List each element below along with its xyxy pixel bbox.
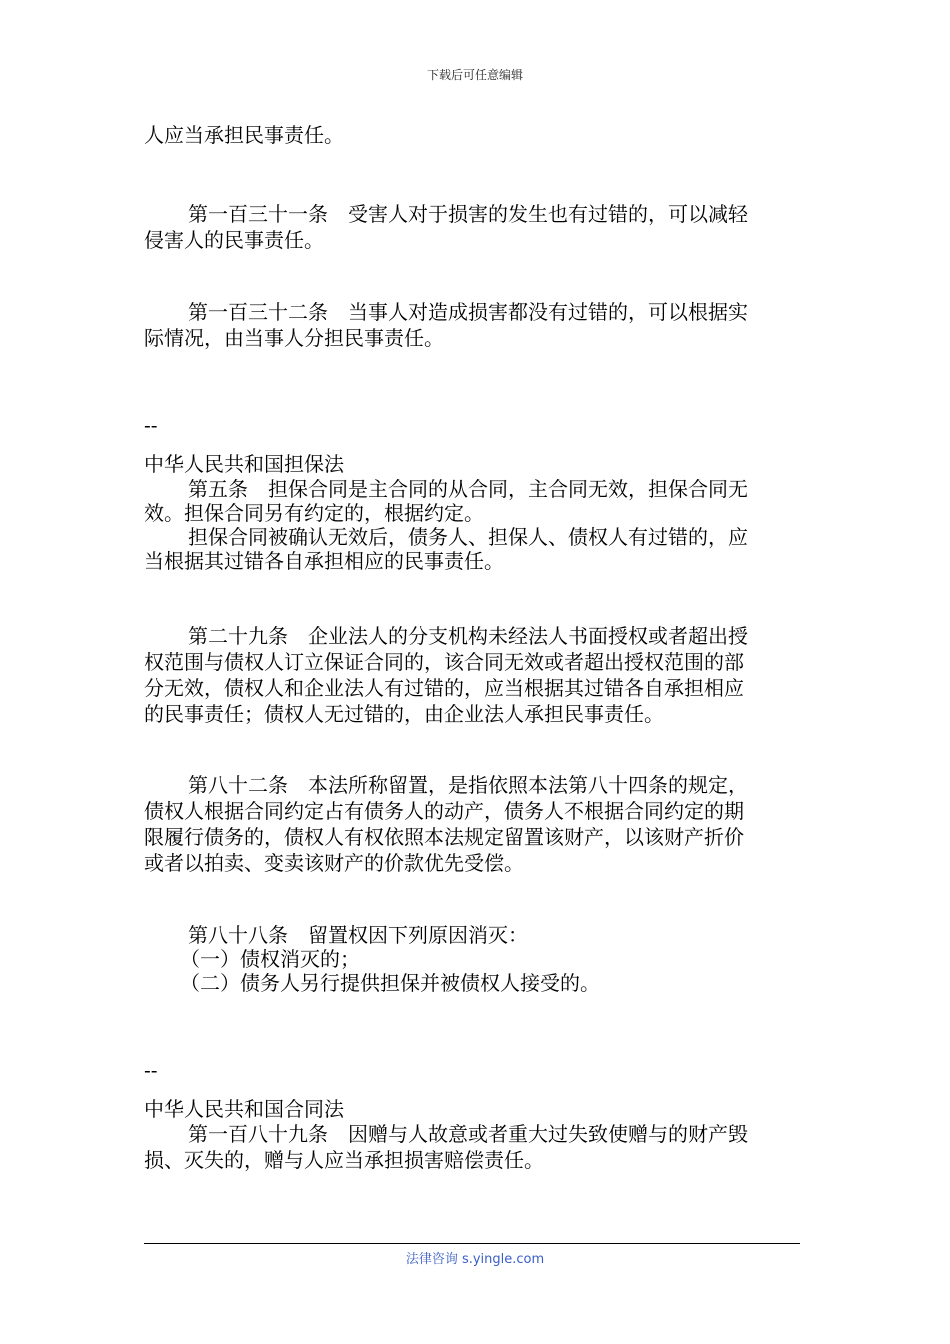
text-line: 际情况，由当事人分担民事责任。 (144, 326, 444, 350)
text-line: 担保合同被确认无效后，债务人、担保人、债权人有过错的，应 (188, 525, 748, 549)
text-line: 债权人根据合同约定占有债务人的动产，债务人不根据合同约定的期 (144, 799, 744, 823)
text-line: 或者以拍卖、变卖该财产的价款优先受偿。 (144, 851, 524, 875)
text-line: 限履行债务的，债权人有权依照本法规定留置该财产，以该财产折价 (144, 825, 744, 849)
separator-text: -- (144, 413, 158, 437)
footer-divider (144, 1243, 800, 1244)
text-line: 第一百三十二条 当事人对造成损害都没有过错的，可以根据实 (188, 300, 748, 324)
law-title: 中华人民共和国合同法 (144, 1097, 344, 1121)
text-line: 第一百三十一条 受害人对于损害的发生也有过错的，可以减轻 (188, 202, 748, 226)
list-item: （一）债权消灭的； (180, 947, 360, 971)
footer-link[interactable]: 法律咨询 s.yingle.com (405, 1252, 545, 1267)
text-line: 第八十八条 留置权因下列原因消灭： (188, 923, 528, 947)
separator-text: -- (144, 1058, 158, 1082)
text-line: 的民事责任；债权人无过错的，由企业法人承担民事责任。 (144, 702, 664, 726)
text-line: 第一百八十九条 因赠与人故意或者重大过失致使赠与的财产毁 (188, 1122, 748, 1146)
text-line: 侵害人的民事责任。 (144, 228, 324, 252)
text-line: 第二十九条 企业法人的分支机构未经法人书面授权或者超出授 (188, 624, 748, 648)
text-line: 效。担保合同另有约定的，根据约定。 (144, 501, 484, 525)
page-header: 下载后可任意编辑 (426, 68, 523, 82)
text-line: 第五条 担保合同是主合同的从合同，主合同无效，担保合同无 (188, 477, 748, 501)
text-line: 损、灭失的，赠与人应当承担损害赔偿责任。 (144, 1148, 544, 1172)
text-line: 人应当承担民事责任。 (144, 123, 344, 147)
text-line: 第八十二条 本法所称留置，是指依照本法第八十四条的规定， (188, 773, 748, 797)
text-line: 权范围与债权人订立保证合同的，该合同无效或者超出授权范围的部 (144, 650, 744, 674)
text-line: 分无效，债权人和企业法人有过错的，应当根据其过错各自承担相应 (144, 676, 744, 700)
text-line: 当根据其过错各自承担相应的民事责任。 (144, 549, 504, 573)
law-title: 中华人民共和国担保法 (144, 452, 344, 476)
list-item: （二）债务人另行提供担保并被债权人接受的。 (180, 971, 600, 995)
